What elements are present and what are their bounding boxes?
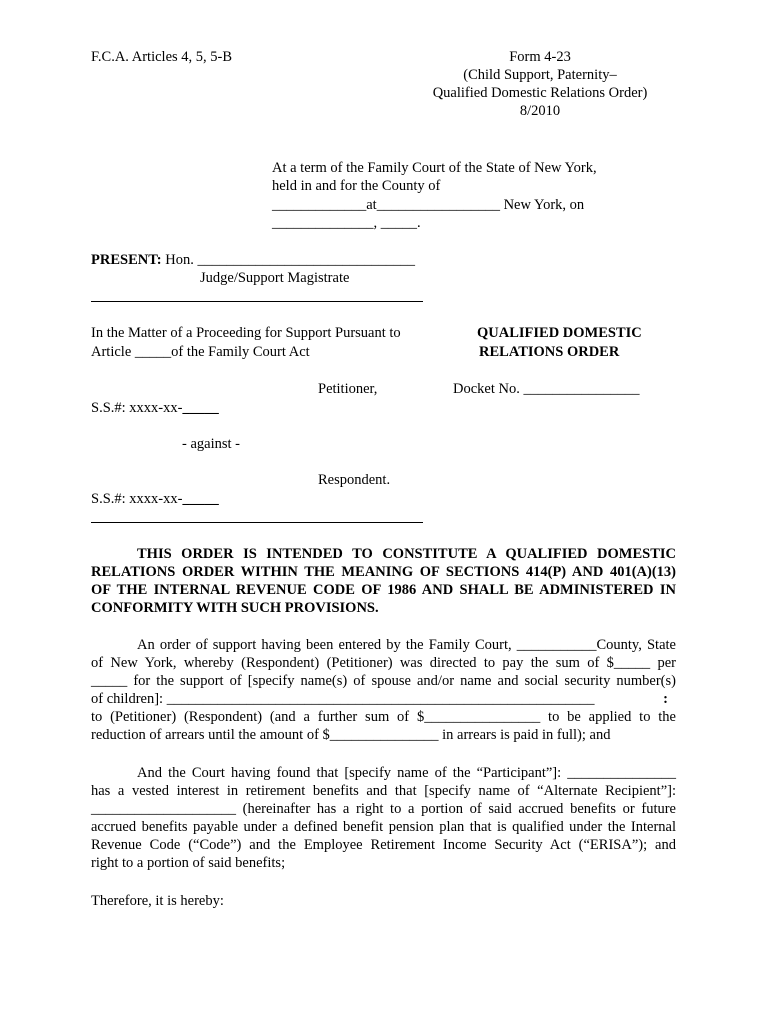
petitioner-label: Petitioner, (318, 381, 378, 397)
order-line: _____ for the support of [specify name(s) of spouse and/or name and social security number(s) (91, 673, 676, 689)
court-county: held in and for the County of (272, 178, 441, 194)
intent-line: THIS ORDER IS INTENDED TO CONSTITUTE A QUALIFIED DOMESTIC (137, 546, 676, 562)
form-subtitle-1: (Child Support, Paternity– (463, 67, 617, 83)
divider-rule (91, 301, 423, 302)
petitioner-ssn-line (91, 399, 219, 417)
order-line: An order of support having been entered by the Family Court, ___________County, State (137, 637, 676, 653)
respondent-ssn-field[interactable]: _____ (182, 491, 219, 507)
order-line (91, 690, 676, 708)
judge-name-field[interactable]: Hon. ______________________________ (161, 252, 415, 268)
order-line: reduction of arrears until the amount of $_______________ in arrears is paid in full); and (91, 727, 611, 743)
respondent-label: Respondent. (318, 472, 391, 488)
court-location-field[interactable]: _____________at_________________ New York, on (272, 197, 585, 213)
therefore-line: Therefore, it is hereby: (91, 893, 224, 909)
finding-line: right to a portion of said benefits; (91, 855, 286, 871)
form-identifier (395, 48, 685, 120)
docket-number-field[interactable]: Docket No. ________________ (453, 381, 640, 397)
present-label: PRESENT: (91, 252, 162, 268)
petitioner-ssn-field[interactable]: _____ (182, 400, 219, 416)
matter-line-1: In the Matter of a Proceeding for Support Pursuant to (91, 325, 401, 341)
finding-line: Revenue Code (“Code”) and the Employee Retirement Income Security Act (“ERISA”); and (91, 837, 676, 853)
finding-line: has a vested interest in retirement benefits and that [specify name of “Alternate Recipient”]: (91, 783, 676, 799)
intent-statement (91, 545, 676, 617)
court-term: At a term of the Family Court of the State of New York, (272, 160, 597, 176)
form-subtitle-2: Qualified Domestic Relations Order) (432, 85, 648, 101)
order-line: of New York, whereby (Respondent) (Petitioner) was directed to pay the sum of $_____ per (91, 655, 676, 671)
respondent-ssn-line (91, 490, 219, 508)
intent-line: RELATIONS ORDER WITHIN THE MEANING OF SECTIONS 414(P) AND 401(A)(13) (91, 564, 676, 580)
finding-line: accrued benefits payable under a defined benefit pension plan that is qualified under the Internal (91, 819, 676, 835)
finding-line: ____________________ (hereinafter has a right to a portion of said accrued benefits or future (91, 801, 676, 817)
intent-line: OF THE INTERNAL REVENUE CODE OF 1986 AND SHALL BE ADMINISTERED IN (91, 582, 676, 598)
children-field[interactable]: of children]: ___________________________________________________________ (91, 691, 595, 707)
order-line: to (Petitioner) (Respondent) (and a further sum of $________________ to be applied to the (91, 709, 676, 725)
present-line (91, 251, 415, 269)
matter-article-field[interactable]: Article _____of the Family Court Act (91, 344, 310, 360)
order-paragraph (91, 636, 676, 744)
against-label: - against - (182, 436, 240, 452)
document-title-1: QUALIFIED DOMESTIC (477, 325, 642, 341)
court-date-field[interactable]: ______________, _____. (272, 215, 421, 231)
petitioner-ssn-prefix: S.S.#: xxxx-xx- (91, 400, 183, 416)
finding-line: And the Court having found that [specify name of the “Participant”]: _______________ (137, 765, 676, 781)
form-number: Form 4-23 (509, 49, 571, 65)
statute-reference: F.C.A. Articles 4, 5, 5-B (91, 49, 233, 65)
respondent-ssn-prefix: S.S.#: xxxx-xx- (91, 491, 183, 507)
intent-line: CONFORMITY WITH SUCH PROVISIONS. (91, 600, 379, 616)
divider-rule (91, 522, 423, 523)
form-date: 8/2010 (519, 103, 561, 119)
document-title-2: RELATIONS ORDER (479, 344, 620, 360)
children-colon: : (663, 691, 668, 707)
judge-title: Judge/Support Magistrate (200, 270, 350, 286)
finding-paragraph (91, 764, 676, 872)
